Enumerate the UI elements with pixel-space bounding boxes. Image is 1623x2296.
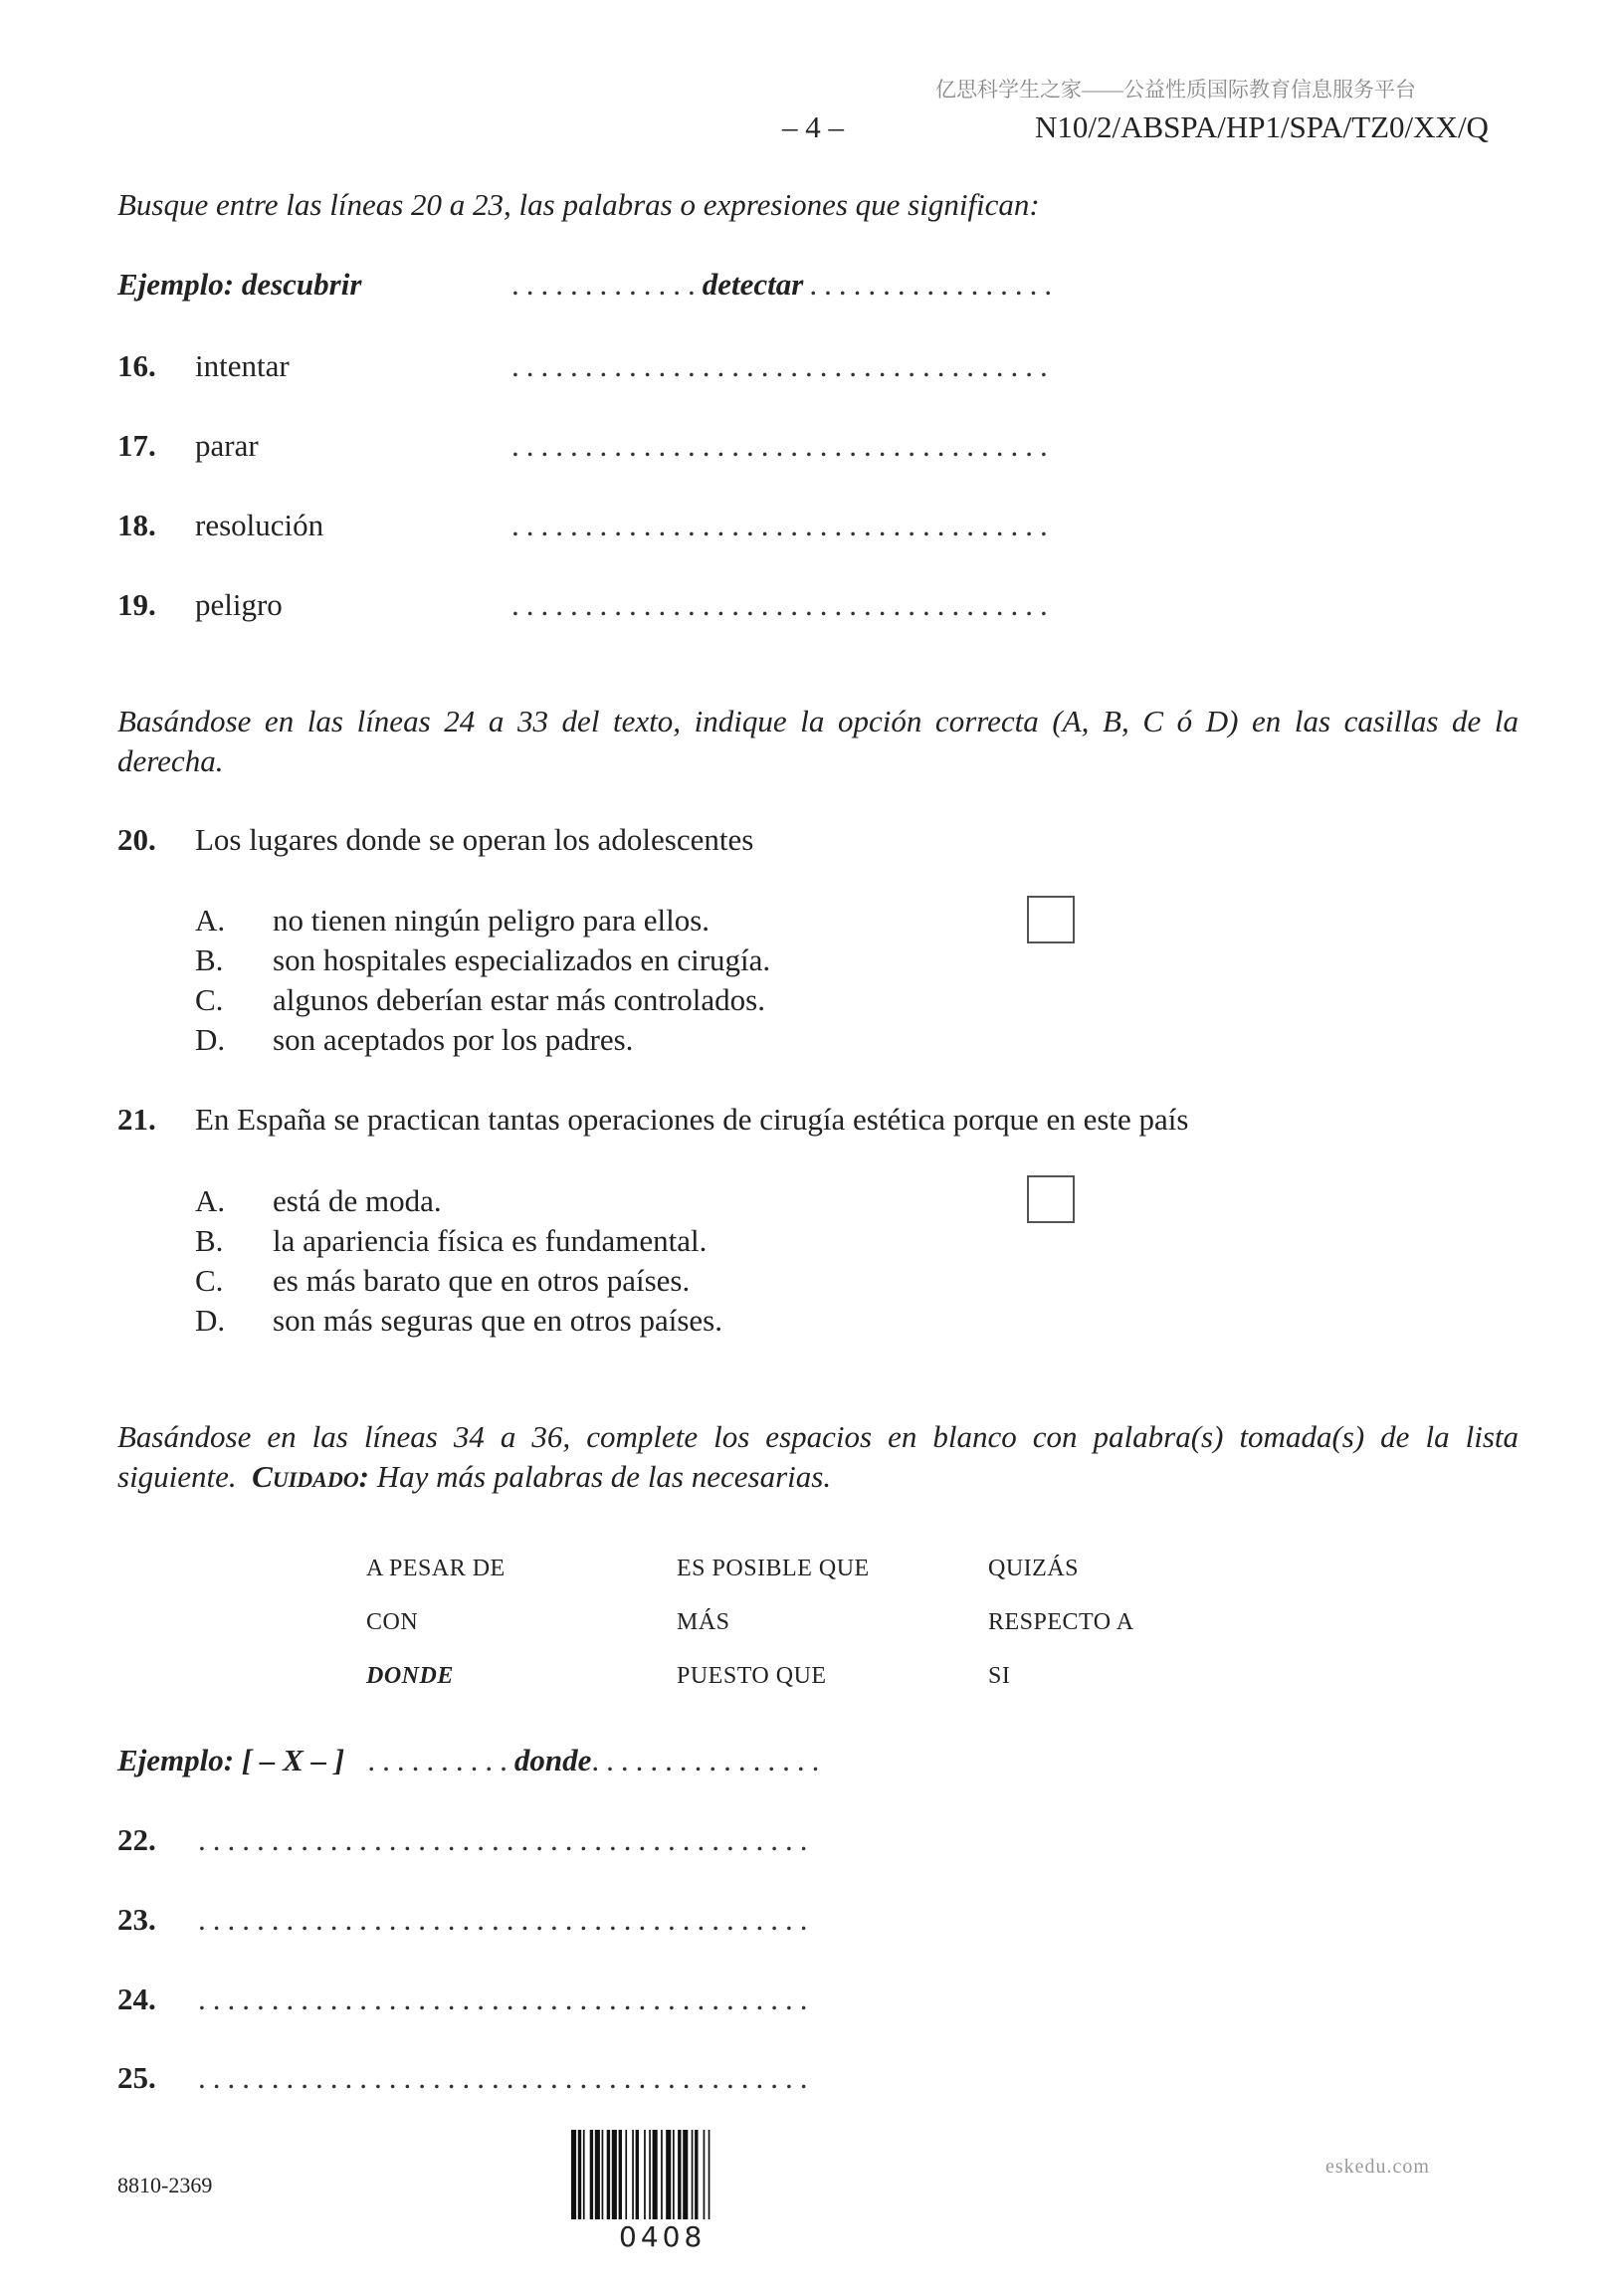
- answer-line-16[interactable]: .....................................: [511, 348, 1055, 383]
- word-list-item: RESPECTO A: [988, 1609, 1134, 1635]
- item-number: 24.: [117, 1982, 156, 2016]
- option-letter: B.: [195, 942, 224, 977]
- item-word: peligro: [195, 587, 283, 622]
- instruction-text: Hay más palabras de las necesarias.: [376, 1459, 832, 1494]
- word-list-item: MÁS: [677, 1609, 730, 1635]
- word-list-item: ES POSIBLE QUE: [677, 1556, 870, 1581]
- option-text: son más seguras que en otros países.: [273, 1303, 722, 1338]
- option-text: la apariencia física es fundamental.: [273, 1223, 708, 1258]
- example-label: Ejemplo: [ – X – ]: [117, 1743, 345, 1777]
- word-list-item: DONDE: [366, 1663, 454, 1689]
- section3-instruction-line2: [117, 1459, 831, 1495]
- option-letter: C.: [195, 1263, 224, 1298]
- item-number: 17.: [117, 428, 156, 463]
- option-text: son aceptados por los padres.: [273, 1022, 634, 1057]
- footer-code: 8810-2369: [117, 2173, 213, 2197]
- question-number: 20.: [117, 822, 156, 857]
- question-number: 21.: [117, 1102, 156, 1137]
- option-letter: B.: [195, 1223, 224, 1258]
- item-word: parar: [195, 428, 259, 463]
- example-answer: donde: [513, 1743, 592, 1777]
- section1-example-label: Ejemplo: descubrir: [117, 267, 362, 302]
- word-list-item: QUIZÁS: [988, 1556, 1079, 1581]
- section1-instruction: Busque entre las líneas 20 a 23, las palabras o expresiones que significan:: [117, 187, 1040, 222]
- answer-line-24[interactable]: ..........................................: [198, 1982, 815, 2016]
- item-number: 16.: [117, 348, 156, 383]
- section2-instruction-line2: derecha.: [117, 743, 224, 778]
- example-answer: detectar: [702, 267, 804, 302]
- option-letter: A.: [195, 1183, 226, 1218]
- answer-line-18[interactable]: .....................................: [511, 508, 1055, 542]
- watermark-text: 亿思科学生之家——公益性质国际教育信息服务平台: [935, 78, 1416, 102]
- answer-box-21[interactable]: [1027, 1175, 1075, 1223]
- section3-example-line: [117, 1743, 826, 1778]
- item-number: 25.: [117, 2060, 156, 2095]
- answer-box-20[interactable]: [1027, 896, 1075, 943]
- item-number: 23.: [117, 1902, 156, 1937]
- example-dots: ................: [591, 1743, 827, 1777]
- answer-line-23[interactable]: ..........................................: [198, 1902, 815, 1937]
- barcode-icon: [571, 2130, 752, 2219]
- option-text: no tienen ningún peligro para ellos.: [273, 903, 710, 938]
- option-text: son hospitales especializados en cirugía.: [273, 942, 771, 977]
- exam-code: N10/2/ABSPA/HP1/SPA/TZ0/XX/Q: [1035, 109, 1489, 144]
- example-dots: .............: [511, 267, 703, 302]
- question-stem: Los lugares donde se operan los adolescentes: [195, 822, 754, 857]
- answer-line-22[interactable]: ..........................................: [198, 1822, 815, 1857]
- question-stem: En España se practican tantas operaciones de cirugía estética porque en este país: [195, 1102, 1189, 1137]
- item-word: intentar: [195, 348, 290, 383]
- answer-line-19[interactable]: .....................................: [511, 587, 1055, 622]
- option-letter: D.: [195, 1022, 226, 1057]
- item-number: 18.: [117, 508, 156, 542]
- caution-label: Cuidado:: [252, 1459, 369, 1494]
- option-letter: A.: [195, 903, 226, 938]
- option-text: algunos deberían estar más controlados.: [273, 982, 765, 1017]
- barcode-number: 0408: [619, 2220, 707, 2253]
- item-number: 22.: [117, 1822, 156, 1857]
- word-list-item: SI: [988, 1663, 1011, 1689]
- option-letter: C.: [195, 982, 224, 1017]
- answer-line-25[interactable]: ..........................................: [198, 2060, 815, 2095]
- item-number: 19.: [117, 587, 156, 622]
- word-list-item: CON: [366, 1609, 419, 1635]
- instruction-text: siguiente.: [117, 1459, 237, 1494]
- section3-instruction-line1: Basándose en las líneas 34 a 36, complete los espacios en blanco con palabra(s) tomada(s) de la lista: [117, 1419, 1519, 1454]
- option-text: está de moda.: [273, 1183, 442, 1218]
- page-number: – 4 –: [782, 109, 844, 144]
- example-dots: .................: [809, 267, 1060, 302]
- footer-site: eskedu.com: [1325, 2156, 1430, 2178]
- answer-line-17[interactable]: .....................................: [511, 428, 1055, 463]
- item-word: resolución: [195, 508, 324, 542]
- word-list-item: PUESTO QUE: [677, 1663, 827, 1689]
- option-letter: D.: [195, 1303, 226, 1338]
- example-dots: ..........: [367, 1743, 514, 1777]
- word-list-item: A PESAR DE: [366, 1556, 506, 1581]
- section1-example-answer-line: [511, 267, 1059, 303]
- section2-instruction-line1: Basándose en las líneas 24 a 33 del texto, indique la opción correcta (A, B, C ó D) en las casillas de la: [117, 704, 1519, 738]
- option-text: es más barato que en otros países.: [273, 1263, 691, 1298]
